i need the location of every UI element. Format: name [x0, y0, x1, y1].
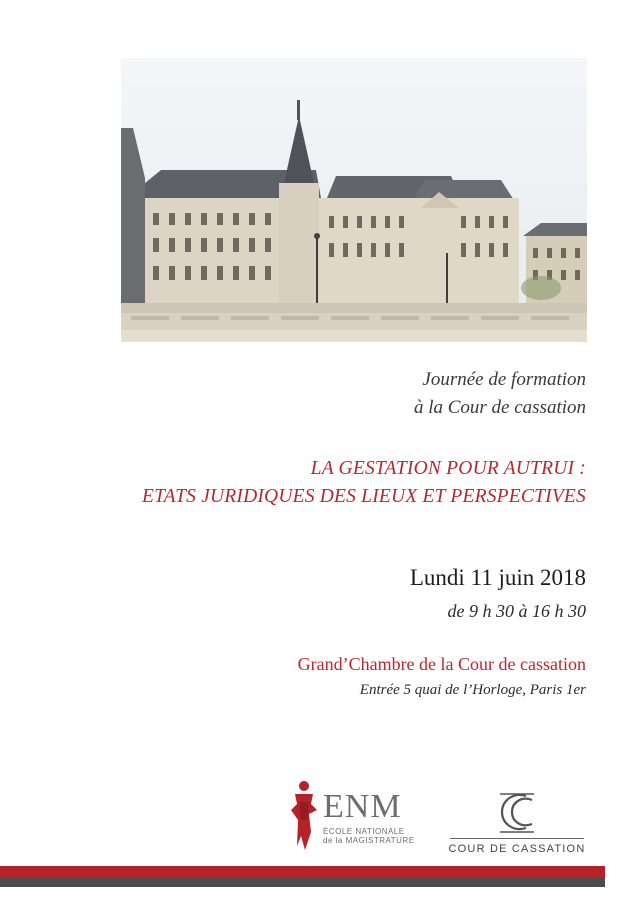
intro-line-2: à la Cour de cassation [413, 397, 586, 418]
event-hours: de 9 h 30 à 16 h 30 [447, 601, 586, 621]
enm-figure-icon [289, 780, 319, 852]
enm-logo [283, 780, 433, 852]
cour-de-cassation-photo [121, 58, 587, 342]
palace-illustration [121, 58, 587, 342]
event-address: Entrée 5 quai de l’Horloge, Paris 1er [359, 682, 586, 698]
cour-de-cassation-logo [446, 790, 588, 856]
cc-name: COUR DE CASSATION [448, 843, 586, 855]
cc-monogram-icon [496, 790, 538, 836]
intro-line-1: Journée de formation [422, 369, 586, 390]
enm-subtitle-line-1: ÉCOLE NATIONALE [323, 827, 405, 836]
event-venue: Grand’Chambre de la Cour de cassation [297, 654, 586, 674]
cc-divider [450, 838, 584, 839]
event-title [142, 455, 586, 511]
title-line-1: LA GESTATION POUR AUTRUI : [310, 458, 586, 479]
title-line-2: ETATS JURIDIQUES DES LIEUX ET PERSPECTIVES [141, 486, 586, 507]
event-intro [414, 366, 586, 422]
event-date: Lundi 11 juin 2018 [409, 565, 586, 590]
enm-name: ENM [323, 788, 402, 825]
enm-subtitle-line-2: de la MAGISTRATURE [323, 836, 415, 845]
footer-band-gray [0, 878, 605, 887]
footer-band-red [0, 866, 605, 878]
enm-subtitle [323, 827, 415, 845]
